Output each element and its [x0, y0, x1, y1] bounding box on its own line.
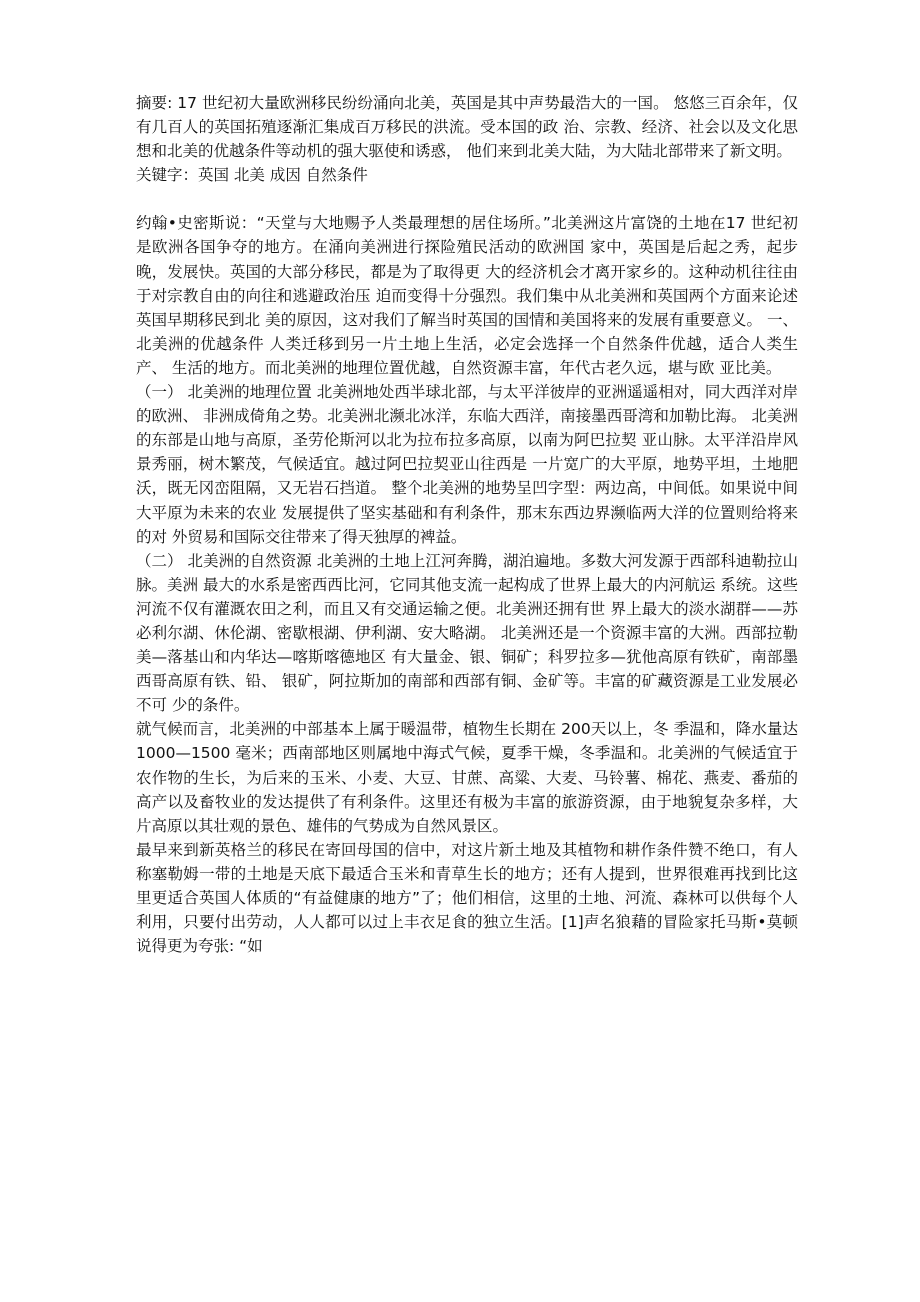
intro-paragraph: 约翰•史密斯说：“天堂与大地赐予人类最理想的居住场所。”北美洲这片富饶的土地在17 世纪初是欧洲各国争夺的地方。在涌向美洲进行探险殖民活动的欧洲国 家中，英国是后起之秀，起步晚，发展快。英国的大部分移民，都是为了取得更 大的经济机会才离开家乡的。这种动机往往由于对宗教自由的向往和逃避政治压 迫而变得十分强烈。我们集中从北美洲和英国两个方面来论述英国早期移民到北 美的原因，这对我们了解当时英国的国情和美国将来的发展有重要意义。 一、北美洲的优越条件 人类迁移到另一片土地上生活，必定会选择一个自然条件优越，适合人类生产、 生活的地方。而北美洲的地理位置优越，自然资源丰富，年代古老久远，堪与欧 亚比美。 [136, 214, 798, 377]
document-page [136, 91, 798, 958]
keywords-line: 关键字：英国 北美 成因 自然条件 [136, 166, 368, 185]
paragraph-gap [136, 187, 798, 211]
settlers-paragraph: 最早来到新英格兰的移民在寄回母国的信中，对这片新土地及其植物和耕作条件赞不绝口，有人称塞勒姆一带的土地是天底下最适合玉米和青草生长的地方；还有人提到，世界很难再找到比这里更适合英国人体质的“有益健康的地方”了；他们相信，这里的土地、河流、森林可以供每个人利用，只要付出劳动，人人都可以过上丰衣足食的独立生活。[1]声名狼藉的冒险家托马斯•莫顿说得更为夸张: “如 [136, 840, 798, 956]
climate-paragraph: 就气候而言，北美洲的中部基本上属于暖温带，植物生长期在 200天以上，冬 季温和，降水量达 1000—1500 毫米；西南部地区则属地中海式气候，夏季干燥，冬季温和。北美洲的气候适宜于农作物的生长，为后来的玉米、小麦、大豆、甘蔗、高粱、大麦、马铃薯、棉花、燕麦、番茄的高产以及畜牧业的发达提供了有利条件。这里还有极为丰富的旅游资源，由于地貌复杂多样，大片高原以其壮观的景色、雄伟的气势成为自然风景区。 [136, 720, 798, 835]
resources-paragraph: （二） 北美洲的自然资源 北美洲的土地上江河奔腾，湖泊遍地。多数大河发源于西部科迪勒拉山脉。美洲 最大的水系是密西西比河，它同其他支流一起构成了世界上最大的内河航运 系统。这些河流不仅有灌溉农田之利，而且又有交通运输之便。北美洲还拥有世 界上最大的淡水湖群——苏必利尔湖、休伦湖、密歇根湖、伊利湖、安大略湖。 北美洲还是一个资源丰富的大洲。西部拉勒美—落基山和内华达—喀斯喀德地区 有大量金、银、铜矿；科罗拉多—犹他高原有铁矿，南部墨西哥高原有铁、铅、 银矿，阿拉斯加的南部和西部有铜、金矿等。丰富的矿藏资源是工业发展必不可 少的条件。 [136, 551, 798, 715]
geography-paragraph: （一） 北美洲的地理位置 北美洲地处西半球北部，与太平洋彼岸的亚洲遥遥相对，同大西洋对岸的欧洲、 非洲成倚角之势。北美洲北濒北冰洋，东临大西洋，南接墨西哥湾和加勒比海。 北美洲的东部是山地与高原，圣劳伦斯河以北为拉布拉多高原，以南为阿巴拉契 亚山脉。太平洋沿岸风景秀丽，树木繁茂，气候适宜。越过阿巴拉契亚山往西是 一片宽广的大平原，地势平坦，土地肥沃，既无冈峦阻隔，又无岩石挡道。 整个北美洲的地势呈凹字型：两边高，中间低。如果说中间大平原为未来的农业 发展提供了坚实基础和有利条件，那末东西边界濒临两大洋的位置则给将来的对 外贸易和国际交往带来了得天独厚的裨益。 [136, 383, 798, 546]
abstract-paragraph: 摘要: 17 世纪初大量欧洲移民纷纷涌向北美，英国是其中声势最浩大的一国。 悠悠三百余年，仅有几百人的英国拓殖逐渐汇集成百万移民的洪流。受本国的政 治、宗教、经济、社会以及文化思想和北美的优越条件等动机的强大驱使和诱惑， 他们来到北美大陆，为大陆北部带来了新文明。 [136, 94, 798, 161]
